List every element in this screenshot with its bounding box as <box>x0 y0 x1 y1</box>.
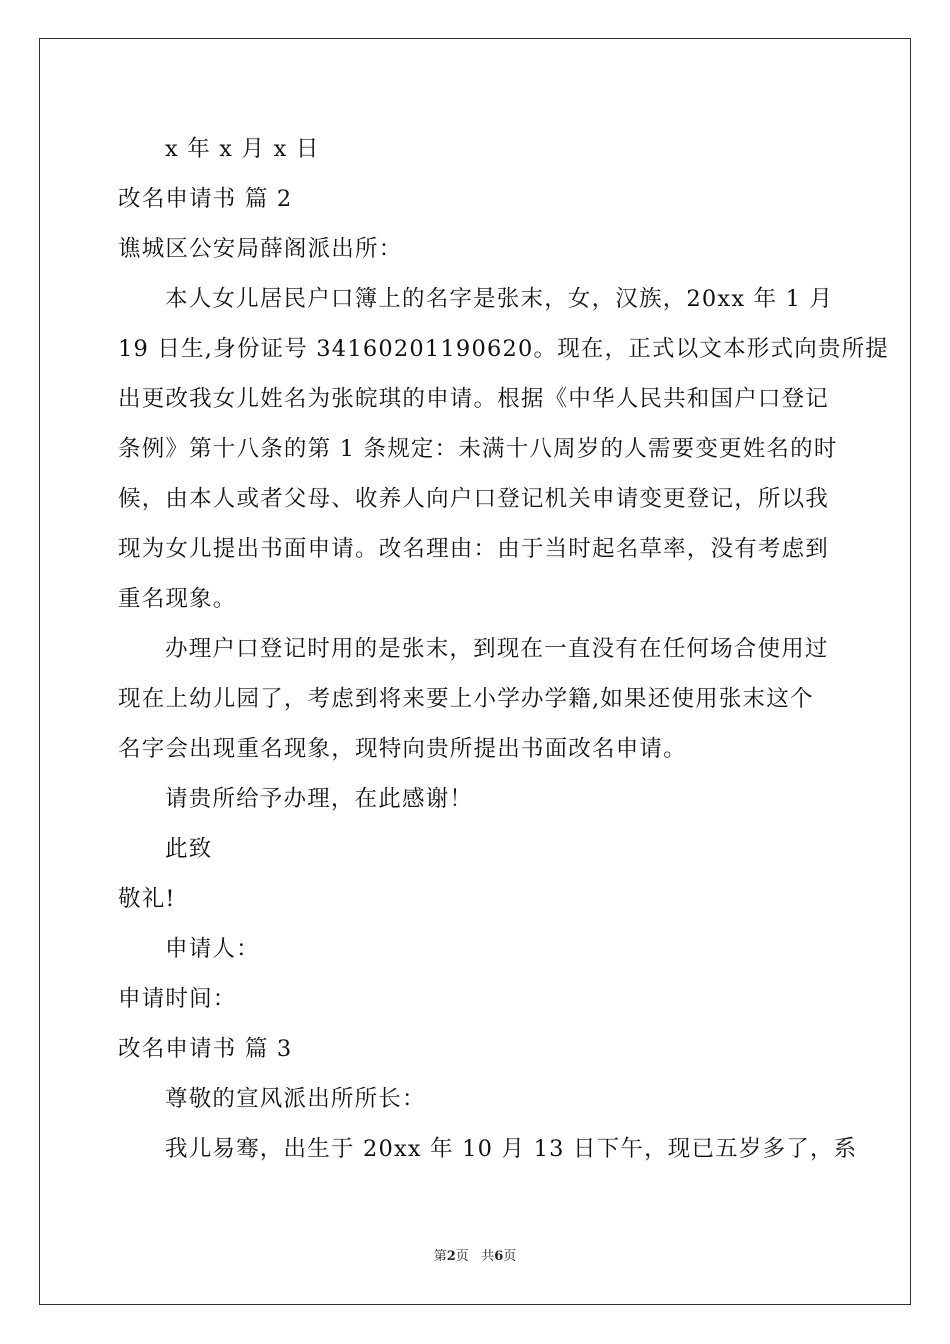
page-footer <box>0 1248 950 1266</box>
total-pages: 6 <box>494 1249 504 1264</box>
apply-date-label: 申请时间： <box>118 986 237 1012</box>
body-line: 办理户口登记时用的是张末，到现在一直没有在任何场合使用过 <box>165 636 829 662</box>
total-suffix: 页 <box>503 1249 517 1264</box>
applicant-label: 申请人： <box>165 936 260 962</box>
body-line: 现为女儿提出书面申请。改名理由：由于当时起名草率，没有考虑到 <box>118 536 830 562</box>
page-border <box>39 38 911 1305</box>
body-line: 条例》第十八条的第 1 条规定：未满十八周岁的人需要变更姓名的时 <box>118 436 838 462</box>
section-heading-3: 改名申请书 篇 3 <box>118 1036 293 1062</box>
body-line: 我儿易骞，出生于 20xx 年 10 月 13 日下午，现已五岁多了，系 <box>165 1136 858 1162</box>
body-line: 出更改我女儿姓名为张皖琪的申请。根据《中华人民共和国户口登记 <box>118 386 830 412</box>
salutation-line: 敬礼! <box>118 886 176 912</box>
body-line: 本人女儿居民户口簿上的名字是张末，女，汉族，20xx 年 1 月 <box>165 286 834 312</box>
recipient-line: 谯城区公安局薛阁派出所： <box>118 236 403 262</box>
page-number: 2 <box>446 1249 456 1264</box>
page-suffix: 页 <box>455 1249 469 1264</box>
section-heading-2: 改名申请书 篇 2 <box>118 186 293 212</box>
recipient-line: 尊敬的宣风派出所所长： <box>165 1086 426 1112</box>
body-line: 名字会出现重名现象，现特向贵所提出书面改名申请。 <box>118 736 687 762</box>
body-line: 重名现象。 <box>118 586 237 612</box>
date-line: x 年 x 月 x 日 <box>165 136 320 162</box>
page-prefix: 第 <box>433 1249 447 1264</box>
closing-line: 此致 <box>165 836 213 862</box>
body-line: 19 日生,身份证号 34160201190620。现在，正式以文本形式向贵所提 <box>118 336 890 362</box>
request-line: 请贵所给予办理，在此感谢！ <box>165 786 474 812</box>
body-line: 候，由本人或者父母、收养人向户口登记机关申请变更登记，所以我 <box>118 486 830 512</box>
body-line: 现在上幼儿园了，考虑到将来要上小学办学籍,如果还使用张末这个 <box>118 686 814 712</box>
total-prefix: 共 <box>481 1249 495 1264</box>
